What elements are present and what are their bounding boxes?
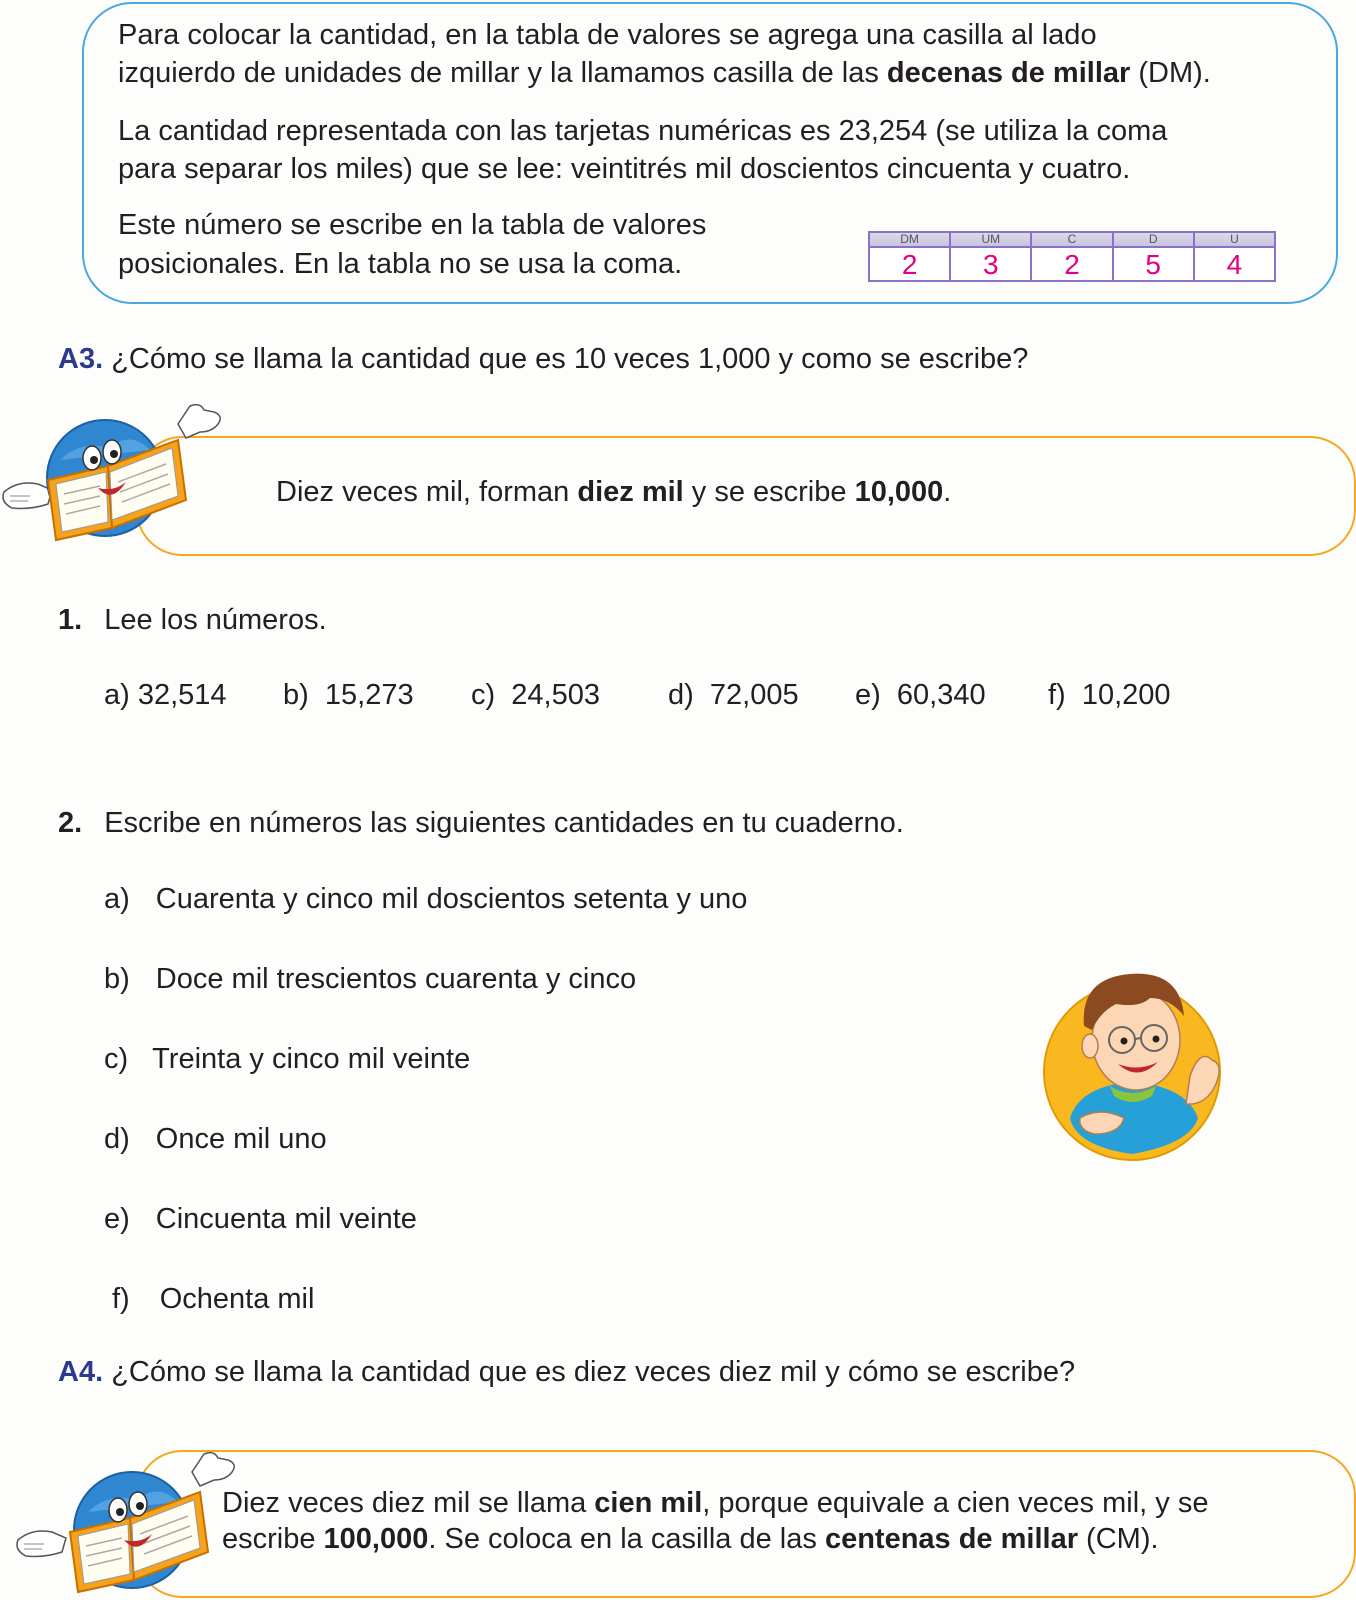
a3-label: A3.: [58, 343, 104, 375]
a3-question: ¿Cómo se llama la cantidad que es 10 veces 1,000 y como se escribe?: [111, 343, 1029, 375]
a4-answer-line-1: [222, 1484, 1208, 1522]
item-number: 15,273: [324, 679, 414, 711]
info-paragraph-1-line-1: Para colocar la cantidad, en la tabla de valores se agrega una casilla al lado: [118, 19, 1097, 51]
text-span: (CM).: [1078, 1523, 1159, 1555]
item-letter: a): [104, 679, 130, 711]
item-letter: b): [283, 679, 309, 711]
exercise-1-heading: [58, 601, 327, 639]
text-span: (DM).: [1130, 57, 1211, 89]
info-paragraph-3-line-1: Este número se escribe en la tabla de valores: [118, 209, 707, 241]
pv-column-d: [1112, 233, 1193, 280]
place-value-table: [868, 231, 1276, 282]
info-paragraph-2-line-2: para separar los miles) que se lee: veintitrés mil doscientos cincuenta y cuatro.: [118, 153, 1131, 185]
a4-answer-line-2: [222, 1520, 1159, 1558]
exercise-number: 2.: [58, 807, 83, 839]
ex1-item-e: [855, 676, 986, 714]
exercise-number: 1.: [58, 604, 83, 636]
text-span: Diez veces diez mil se llama: [222, 1487, 595, 1519]
exercise-2-heading: [58, 804, 904, 842]
item-letter: a): [104, 883, 130, 915]
pv-header: UM: [951, 233, 1030, 248]
ex1-item-b: [283, 676, 414, 714]
text-span: escribe: [222, 1523, 324, 1555]
pv-digit: 5: [1145, 249, 1161, 280]
item-text: Cuarenta y cinco mil doscientos setenta y uno: [155, 883, 748, 915]
ex2-item-a: [104, 880, 747, 918]
item-text: Ochenta mil: [159, 1283, 315, 1315]
bold-term-diez-mil: diez mil: [577, 476, 684, 508]
pv-column-u: [1193, 233, 1274, 280]
pv-digit: 2: [901, 249, 918, 280]
item-letter: c): [471, 679, 496, 711]
ex2-item-f: [112, 1280, 314, 1318]
pv-digit: 2: [1064, 249, 1080, 280]
ex2-item-b: [104, 960, 636, 998]
a4-label: A4.: [58, 1356, 104, 1388]
a3-answer: [276, 473, 951, 511]
item-text: Treinta y cinco mil veinte: [152, 1043, 471, 1075]
item-text: Once mil uno: [155, 1123, 327, 1155]
a4-question-line: [58, 1353, 1075, 1391]
book-mascot-icon: [14, 1448, 244, 1598]
text-span: Diez veces mil, forman: [276, 476, 578, 508]
pv-column-um: [949, 233, 1030, 280]
pv-header: DM: [870, 233, 949, 248]
item-letter: f): [1048, 679, 1066, 711]
pv-column-dm: [870, 233, 949, 280]
exercise-title: Escribe en números las siguientes cantidades en tu cuaderno.: [104, 807, 904, 839]
bold-term-centenas-de-millar: centenas de millar: [824, 1523, 1078, 1555]
ex2-item-d: [104, 1120, 327, 1158]
info-paragraph-2-line-1: La cantidad representada con las tarjetas numéricas es 23,254 (se utiliza la coma: [118, 115, 1168, 147]
book-mascot-icon: [0, 400, 230, 545]
item-letter: e): [855, 679, 881, 711]
pv-digit: 4: [1226, 249, 1243, 280]
item-number: 10,200: [1081, 679, 1171, 711]
info-paragraph-3-line-2: posicionales. En la tabla no se usa la coma.: [118, 248, 683, 280]
text-span: izquierdo de unidades de millar y la llamamos casilla de las: [118, 57, 887, 89]
pv-column-c: [1030, 233, 1111, 280]
ex1-item-f: [1048, 676, 1171, 714]
info-paragraph-1-line-2: [118, 54, 1211, 92]
boy-mascot-icon: [1040, 968, 1230, 1166]
text-span: , porque equivale a cien veces mil, y se: [702, 1487, 1209, 1519]
pv-header: U: [1195, 233, 1274, 248]
bold-term-cien-mil: cien mil: [594, 1487, 703, 1519]
item-text: Doce mil trescientos cuarenta y cinco: [155, 963, 637, 995]
item-letter: b): [104, 963, 130, 995]
a3-question-line: [58, 340, 1028, 378]
item-letter: d): [104, 1123, 130, 1155]
item-number: 72,005: [709, 679, 799, 711]
item-number: 60,340: [896, 679, 986, 711]
item-letter: c): [104, 1043, 129, 1075]
pv-header: D: [1114, 233, 1193, 248]
bold-number-100000: 100,000: [323, 1523, 429, 1555]
item-text: Cincuenta mil veinte: [155, 1203, 417, 1235]
item-letter: f): [112, 1283, 130, 1315]
a4-question: ¿Cómo se llama la cantidad que es diez veces diez mil y cómo se escribe?: [111, 1356, 1076, 1388]
text-span: .: [943, 476, 952, 508]
ex1-item-a: [104, 676, 227, 714]
exercise-title: Lee los números.: [104, 604, 327, 636]
text-span: y se escribe: [683, 476, 855, 508]
bold-term-decenas-de-millar: decenas de millar: [886, 57, 1131, 89]
item-number: 24,503: [511, 679, 600, 711]
item-number: 32,514: [137, 679, 227, 711]
ex2-item-e: [104, 1200, 417, 1238]
ex1-item-c: [471, 676, 600, 714]
item-letter: d): [668, 679, 694, 711]
pv-digit: 3: [983, 249, 999, 280]
text-span: . Se coloca en la casilla de las: [428, 1523, 825, 1555]
ex2-item-c: [104, 1040, 470, 1078]
ex1-item-d: [668, 676, 799, 714]
item-letter: e): [104, 1203, 130, 1235]
bold-number-10000: 10,000: [854, 476, 944, 508]
pv-header: C: [1032, 233, 1111, 248]
